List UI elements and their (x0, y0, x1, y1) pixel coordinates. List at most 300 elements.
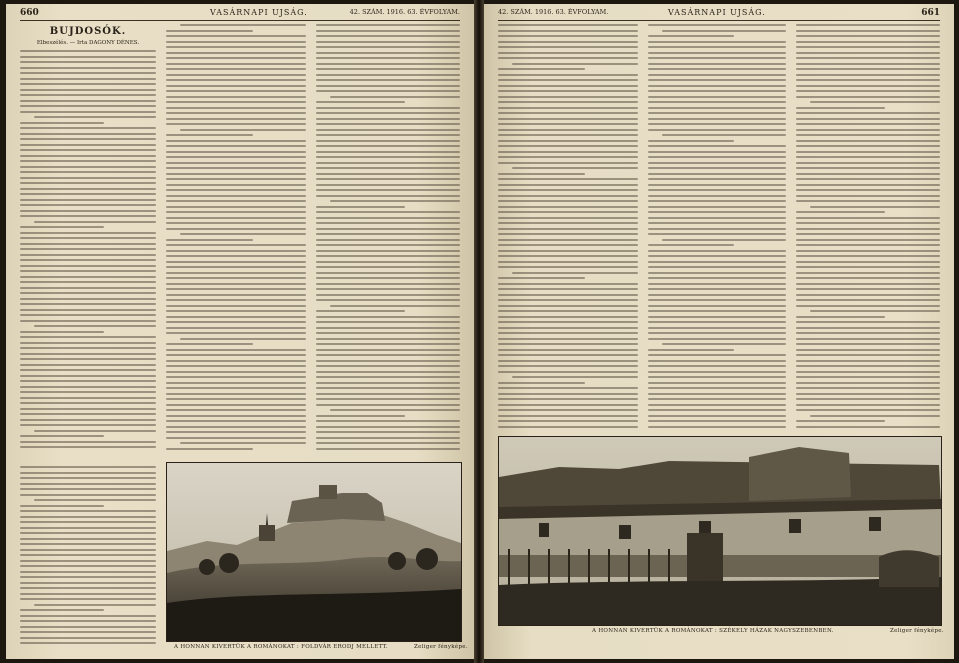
text-line (810, 101, 940, 103)
text-line (166, 156, 306, 158)
text-line (796, 371, 940, 373)
text-line (20, 391, 156, 393)
text-line (498, 129, 638, 131)
text-line (316, 442, 460, 444)
text-line (662, 30, 786, 32)
text-line (316, 354, 460, 356)
text-line (20, 435, 104, 437)
text-line (796, 387, 940, 389)
text-line (166, 299, 306, 301)
text-line (20, 83, 156, 85)
text-line (498, 107, 638, 109)
text-line (330, 200, 460, 202)
text-line (648, 200, 786, 202)
text-line (648, 415, 786, 417)
issue-line: 42. SZÁM. 1916. 63. ÉVFOLYAM. (349, 8, 460, 16)
text-line (20, 358, 156, 360)
text-line (180, 338, 306, 340)
text-line (166, 393, 306, 395)
text-line (662, 239, 786, 241)
text-line (648, 35, 734, 37)
text-line (316, 206, 405, 208)
text-line (166, 85, 306, 87)
text-line (316, 112, 460, 114)
text-line (166, 228, 306, 230)
text-line (166, 123, 306, 125)
text-line (20, 281, 156, 283)
text-line (180, 24, 306, 26)
text-line (512, 167, 638, 169)
text-line (166, 426, 306, 428)
text-line (498, 90, 638, 92)
page-number: 661 (921, 8, 940, 18)
text-line (498, 277, 585, 279)
text-line (648, 178, 786, 180)
text-line (20, 237, 156, 239)
text-line (20, 138, 156, 140)
text-line (20, 582, 156, 584)
text-line (166, 277, 306, 279)
text-line (166, 206, 306, 208)
text-line (20, 571, 156, 573)
text-line (648, 107, 786, 109)
text-line (20, 232, 156, 234)
text-line (20, 593, 156, 595)
text-line (648, 349, 734, 351)
text-line (20, 303, 156, 305)
text-line (20, 276, 156, 278)
text-line (316, 316, 460, 318)
text-line (498, 332, 638, 334)
text-line (20, 254, 156, 256)
text-line (648, 173, 786, 175)
text-line (498, 184, 638, 186)
text-line (20, 424, 156, 426)
text-line (498, 41, 638, 43)
text-line (166, 217, 306, 219)
text-line (512, 272, 638, 274)
text-line (166, 387, 306, 389)
text-line (648, 156, 786, 158)
text-line (648, 404, 786, 406)
text-line (20, 598, 156, 600)
text-line (498, 420, 638, 422)
text-line (20, 215, 156, 217)
text-line (316, 332, 460, 334)
text-line (648, 118, 786, 120)
text-line (796, 294, 940, 296)
text-column-1-lower (20, 466, 156, 652)
right-page (484, 4, 954, 659)
text-line (498, 151, 638, 153)
text-line (796, 409, 940, 411)
text-line (316, 211, 460, 213)
text-line (796, 332, 940, 334)
text-line (796, 140, 940, 142)
text-line (796, 426, 940, 428)
text-line (498, 211, 638, 213)
text-line (166, 112, 306, 114)
text-line (330, 96, 460, 98)
text-line (316, 151, 460, 153)
photo-caption: A HONNAN KIVERTÜK A ROMÁNOKAT : SZÉKELY HÁZAK NAGYSZEBENBEN. (592, 628, 834, 634)
text-line (796, 35, 940, 37)
text-line (498, 426, 638, 428)
text-line (316, 448, 460, 450)
text-line (498, 118, 638, 120)
text-line (34, 221, 156, 223)
text-line (20, 510, 156, 512)
text-line (796, 338, 940, 340)
text-line (166, 35, 306, 37)
text-line (648, 244, 734, 246)
running-title: VASÁRNAPI UJSÁG. (210, 8, 308, 17)
text-line (498, 233, 638, 235)
text-line (20, 248, 156, 250)
text-line (20, 265, 156, 267)
text-line (796, 173, 940, 175)
text-line (796, 299, 940, 301)
text-column-1 (20, 24, 156, 460)
text-line (796, 244, 940, 246)
text-line (166, 321, 306, 323)
text-line (20, 188, 156, 190)
text-line (648, 41, 786, 43)
text-line (20, 133, 156, 135)
text-line (316, 387, 460, 389)
text-column-3 (796, 24, 940, 434)
text-line (648, 255, 786, 257)
text-line (20, 521, 156, 523)
text-line (166, 294, 306, 296)
text-line (648, 332, 786, 334)
right-page-header (498, 8, 940, 20)
text-line (20, 637, 156, 639)
text-line (796, 222, 940, 224)
text-line (648, 382, 786, 384)
text-line (498, 409, 638, 411)
text-line (316, 283, 460, 285)
text-line (20, 380, 156, 382)
article-title: BUJDOSÓK. (49, 26, 127, 37)
text-line (20, 472, 156, 474)
text-line (316, 431, 460, 433)
photo-credit: Zeliger fényképe. (890, 628, 944, 634)
text-line (20, 364, 156, 366)
text-line (648, 222, 786, 224)
text-line (810, 206, 940, 208)
text-line (648, 63, 786, 65)
text-line (166, 437, 306, 439)
text-line (166, 354, 306, 356)
text-line (330, 305, 460, 307)
text-line (498, 360, 638, 362)
text-line (316, 277, 460, 279)
text-line (498, 96, 638, 98)
text-line (316, 261, 460, 263)
text-line (166, 431, 306, 433)
text-line (648, 283, 786, 285)
text-line (648, 140, 734, 142)
text-line (166, 167, 306, 169)
text-line (648, 123, 786, 125)
text-line (20, 587, 156, 589)
text-line (796, 250, 940, 252)
text-line (648, 228, 786, 230)
text-line (796, 272, 940, 274)
text-line (498, 35, 638, 37)
text-line (648, 211, 786, 213)
text-line (180, 129, 306, 131)
text-line (20, 538, 156, 540)
text-line (796, 46, 940, 48)
text-line (34, 325, 156, 327)
text-line (796, 266, 940, 268)
text-line (498, 398, 638, 400)
text-line (796, 107, 885, 109)
text-line (20, 155, 156, 157)
text-line (648, 233, 786, 235)
text-line (166, 57, 306, 59)
text-line (316, 30, 460, 32)
text-line (498, 173, 585, 175)
text-line (648, 129, 786, 131)
text-line (20, 626, 156, 628)
text-line (648, 387, 786, 389)
text-line (20, 413, 156, 415)
text-line (166, 316, 306, 318)
text-line (796, 41, 940, 43)
text-line (648, 354, 786, 356)
text-line (20, 353, 156, 355)
text-line (20, 527, 156, 529)
text-column-2 (166, 24, 306, 456)
text-line (166, 382, 306, 384)
text-line (512, 63, 638, 65)
text-line (316, 156, 460, 158)
text-line (648, 338, 786, 340)
text-line (34, 116, 156, 118)
text-line (498, 178, 638, 180)
text-line (796, 398, 940, 400)
text-line (166, 376, 306, 378)
text-line (648, 261, 786, 263)
text-line (648, 189, 786, 191)
text-line (20, 375, 156, 377)
text-line (166, 63, 306, 65)
text-line (796, 404, 940, 406)
text-line (20, 532, 156, 534)
text-line (316, 244, 460, 246)
text-line (316, 272, 460, 274)
text-line (166, 118, 306, 120)
text-line (796, 129, 940, 131)
text-line (20, 347, 156, 349)
text-line (648, 74, 786, 76)
text-line (796, 420, 885, 422)
text-line (648, 79, 786, 81)
text-line (796, 316, 885, 318)
text-line (796, 365, 940, 367)
text-line (166, 272, 306, 274)
text-line (166, 189, 306, 191)
text-line (166, 178, 306, 180)
text-line (498, 52, 638, 54)
text-line (796, 57, 940, 59)
text-line (648, 250, 786, 252)
header-rule (498, 20, 940, 21)
text-line (498, 261, 638, 263)
text-line (20, 287, 156, 289)
text-line (796, 52, 940, 54)
text-line (498, 299, 638, 301)
text-line (648, 272, 786, 274)
text-line (796, 112, 940, 114)
text-line (20, 160, 156, 162)
text-line (648, 96, 786, 98)
text-line (166, 244, 306, 246)
text-line (498, 310, 638, 312)
text-line (498, 68, 585, 70)
photo-credit: Zeliger fényképe. (414, 644, 468, 650)
text-line (20, 609, 104, 611)
text-line (648, 162, 786, 164)
text-line (796, 79, 940, 81)
text-line (20, 144, 156, 146)
text-line (166, 305, 306, 307)
left-page-header (20, 8, 460, 20)
text-line (316, 426, 460, 428)
issue-line: 42. SZÁM. 1916. 63. ÉVFOLYAM. (498, 8, 609, 16)
text-line (648, 409, 786, 411)
text-line (316, 24, 460, 26)
text-line (166, 68, 306, 70)
text-line (316, 46, 460, 48)
text-line (166, 140, 306, 142)
text-line (498, 343, 638, 345)
text-line (166, 288, 306, 290)
text-line (316, 140, 460, 142)
text-line (316, 52, 460, 54)
text-line (796, 261, 940, 263)
text-line (20, 193, 156, 195)
text-line (34, 499, 156, 501)
text-line (20, 336, 156, 338)
text-line (20, 642, 156, 644)
text-line (498, 393, 638, 395)
text-line (316, 321, 460, 323)
text-line (316, 107, 460, 109)
text-line (166, 195, 306, 197)
text-line (316, 184, 460, 186)
text-line (20, 105, 156, 107)
text-line (810, 310, 940, 312)
text-line (166, 134, 253, 136)
text-line (648, 112, 786, 114)
text-line (796, 211, 885, 213)
text-line (648, 195, 786, 197)
text-line (316, 398, 460, 400)
text-line (648, 85, 786, 87)
text-line (166, 79, 306, 81)
text-line (498, 200, 638, 202)
text-line (166, 74, 306, 76)
text-line (166, 371, 306, 373)
text-line (20, 204, 156, 206)
text-line (20, 402, 156, 404)
text-line (796, 382, 940, 384)
text-line (796, 277, 940, 279)
text-line (498, 101, 638, 103)
text-line (796, 156, 940, 158)
text-line (20, 386, 156, 388)
text-line (498, 57, 638, 59)
text-line (796, 63, 940, 65)
text-line (20, 331, 104, 333)
text-line (316, 57, 460, 59)
text-line (316, 376, 460, 378)
text-line (498, 112, 638, 114)
text-line (648, 299, 786, 301)
text-line (648, 321, 786, 323)
text-line (316, 288, 460, 290)
text-line (648, 360, 786, 362)
text-line (796, 118, 940, 120)
text-line (20, 309, 156, 311)
text-line (20, 270, 156, 272)
text-line (166, 310, 306, 312)
text-line (20, 94, 156, 96)
text-line (166, 365, 306, 367)
photo-fortress (166, 462, 462, 642)
text-line (498, 239, 638, 241)
text-line (316, 343, 460, 345)
book-gutter (474, 0, 484, 663)
text-line (796, 74, 940, 76)
text-line (20, 111, 156, 113)
text-line (34, 604, 156, 606)
text-line (648, 46, 786, 48)
text-line (796, 283, 940, 285)
text-line (796, 239, 940, 241)
text-line (316, 74, 460, 76)
text-line (796, 233, 940, 235)
text-line (20, 494, 156, 496)
text-line (20, 620, 156, 622)
text-line (316, 68, 460, 70)
text-line (316, 266, 460, 268)
text-line (20, 226, 104, 228)
text-line (498, 46, 638, 48)
text-line (316, 129, 460, 131)
text-line (498, 244, 638, 246)
text-line (316, 294, 460, 296)
text-line (796, 189, 940, 191)
text-line (166, 30, 253, 32)
text-line (796, 151, 940, 153)
text-line (166, 41, 306, 43)
text-line (796, 327, 940, 329)
text-line (796, 200, 940, 202)
text-line (316, 123, 460, 125)
text-line (648, 371, 786, 373)
text-line (316, 41, 460, 43)
text-line (20, 67, 156, 69)
text-line (316, 255, 460, 257)
text-line (796, 228, 940, 230)
text-line (20, 292, 156, 294)
text-line (498, 365, 638, 367)
